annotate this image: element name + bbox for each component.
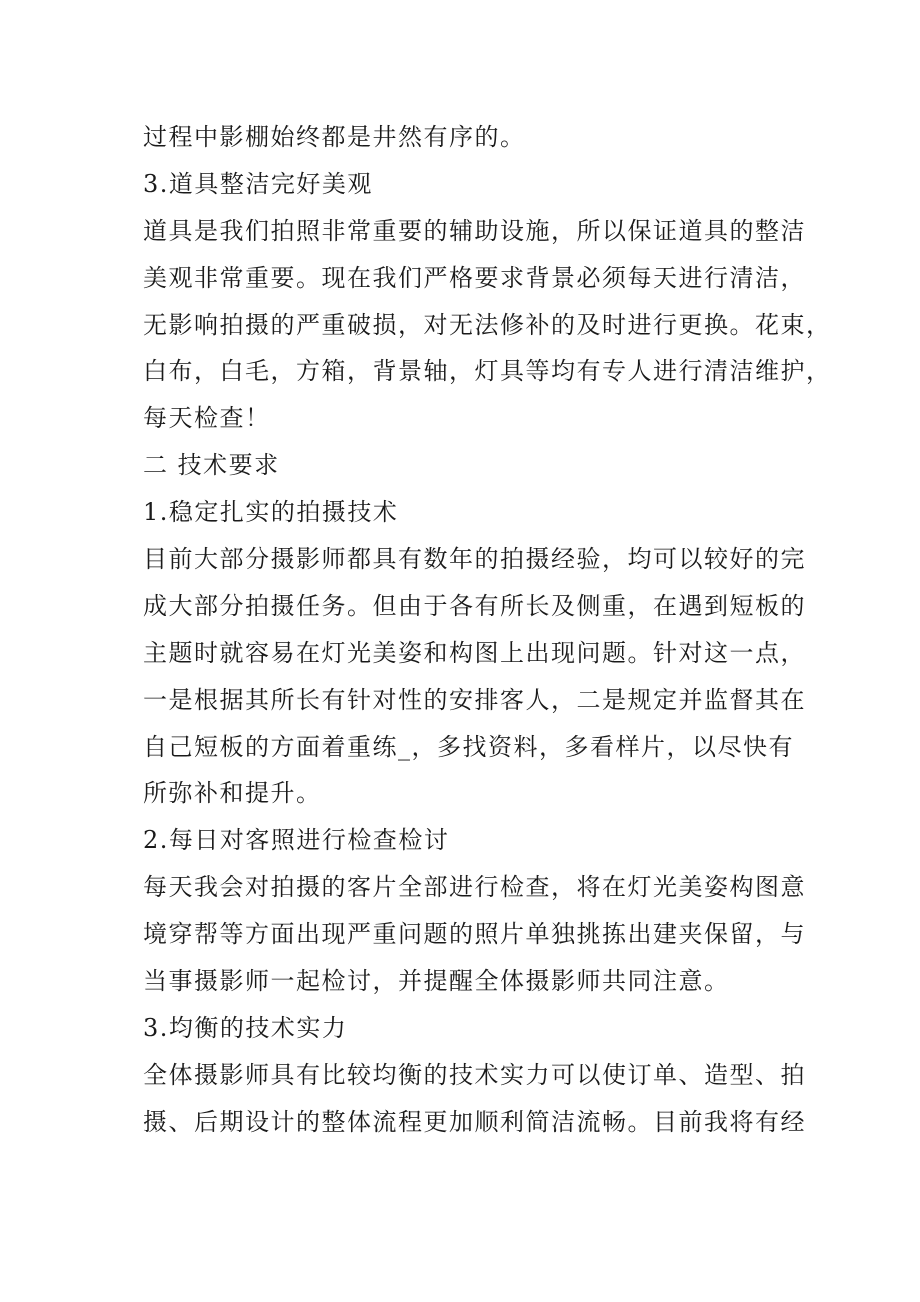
- body-text-line: 一是根据其所长有针对性的安排客人，二是规定并监督其在: [143, 685, 806, 714]
- body-text-line: 摄、后期设计的整体流程更加顺利简洁流畅。目前我将有经: [143, 1107, 806, 1136]
- section-heading: 1.稳定扎实的拍摄技术: [143, 498, 399, 527]
- body-text-line: 全体摄影师具有比较均衡的技术实力可以使订单、造型、拍: [143, 1060, 806, 1089]
- body-text-line: 境穿帮等方面出现严重问题的照片单独挑拣出建夹保留，与: [143, 920, 806, 949]
- section-heading: 3.均衡的技术实力: [143, 1013, 348, 1042]
- body-text-line: 目前大部分摄影师都具有数年的拍摄经验，均可以较好的完: [143, 545, 806, 574]
- section-heading: 2.每日对客照进行检查检讨: [143, 826, 450, 855]
- body-text-line: 每天我会对拍摄的客片全部进行检查，将在灯光美姿构图意: [143, 873, 806, 902]
- section-heading: 3.道具整洁完好美观: [143, 169, 373, 198]
- body-text-line: 过程中影棚始终都是井然有序的。: [143, 123, 526, 151]
- body-text-line: 当事摄影师一起检讨，并提醒全体摄影师共同注意。: [143, 967, 730, 996]
- body-text-line: 成大部分拍摄任务。但由于各有所长及侧重，在遇到短板的: [143, 591, 806, 620]
- body-text-line: 美观非常重要。现在我们严格要求背景必须每天进行清洁，: [143, 263, 806, 292]
- document-body: [143, 114, 832, 1146]
- body-text-line: 每天检查！: [143, 404, 271, 433]
- body-text-line: 道具是我们拍照非常重要的辅助设施，所以保证道具的整洁: [143, 216, 806, 245]
- body-text-line: 无影响拍摄的严重破损，对无法修补的及时进行更换。花束，: [143, 310, 832, 339]
- body-text-line: 白布，白毛，方箱，背景轴，灯具等均有专人进行清洁维护，: [143, 357, 832, 386]
- body-text-line: 自己短板的方面着重练_，多找资料，多看样片，以尽快有: [143, 732, 794, 761]
- chapter-heading: 二 技术要求: [143, 451, 280, 480]
- body-text-line: 所弥补和提升。: [143, 779, 322, 808]
- body-text-line: 主题时就容易在灯光美姿和构图上出现问题。针对这一点，: [143, 638, 806, 667]
